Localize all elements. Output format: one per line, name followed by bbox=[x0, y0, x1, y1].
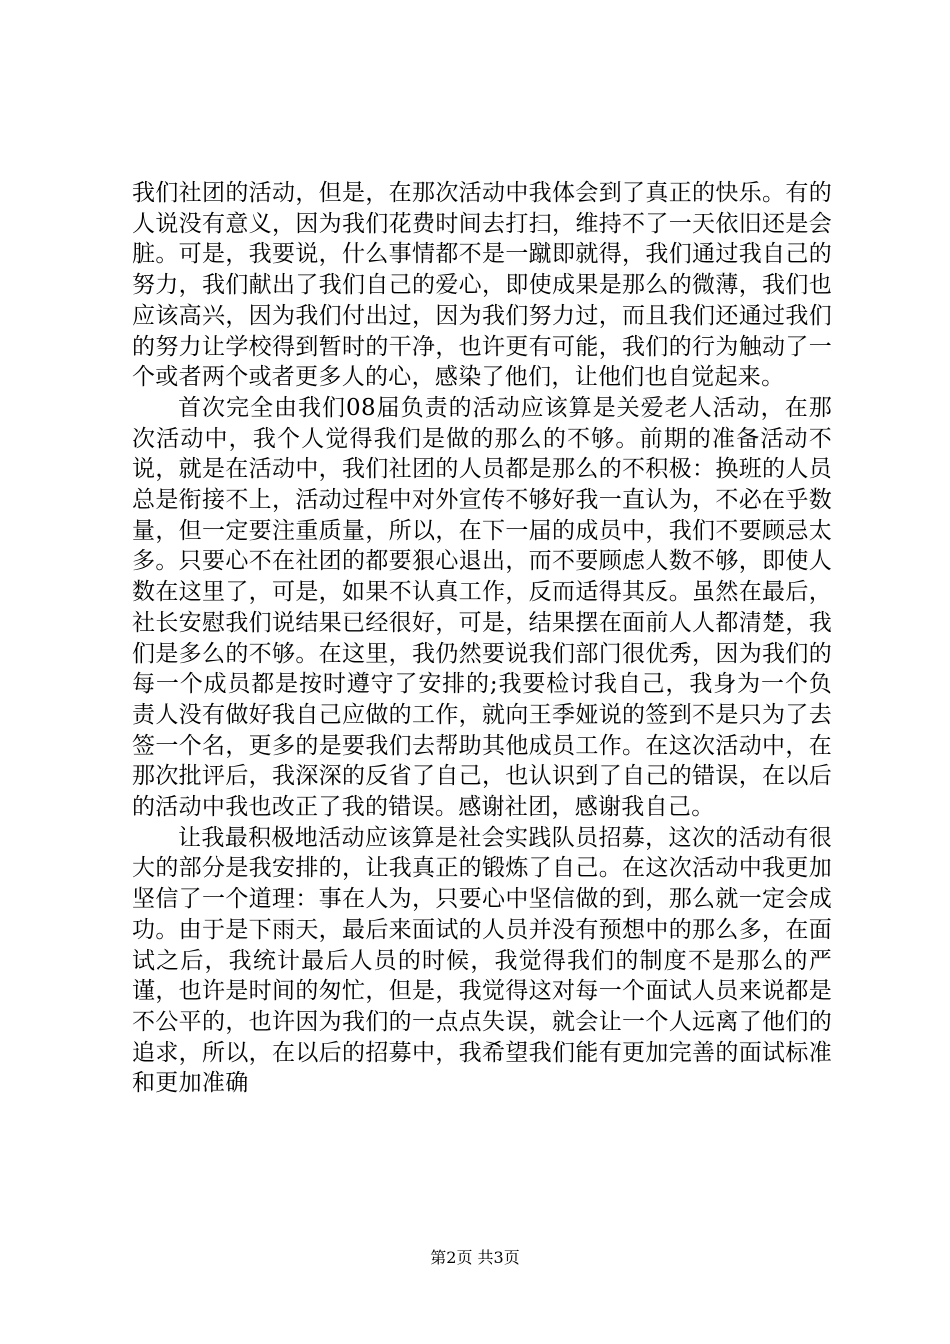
document-body bbox=[132, 178, 832, 1099]
paragraph-2: 首次完全由我们08届负责的活动应该算是关爱老人活动，在那次活动中，我个人觉得我们是做的那么的不够。前期的准备活动不说，就是在活动中，我们社团的人员都是那么的不积极：换班的人员总是衔接不上，活动过程中对外宣传不够好我一直认为，不必在乎数量，但一定要注重质量，所以，在下一届的成员中，我们不要顾忌太多。只要心不在社团的都要狠心退出，而不要顾虑人数不够，即使人数在这里了，可是，如果不认真工作，反而适得其反。虽然在最后，社长安慰我们说结果已经很好，可是，结果摆在面前人人都清楚，我们是多么的不够。在这里，我仍然要说我们部门很优秀，因为我们的每一个成员都是按时遵守了安排的;我要检讨我自己，我身为一个负责人没有做好我自己应做的工作，就向王季娅说的签到不是只为了去签一个名，更多的是要我们去帮助其他成员工作。在这次活动中，在那次批评后，我深深的反省了自己，也认识到了自己的错误，在以后的活动中我也改正了我的错误。感谢社团，感谢我自己。 bbox=[132, 394, 832, 821]
page-footer: 第2页 共3页 bbox=[430, 1248, 520, 1267]
paragraph-3: 让我最积极地活动应该算是社会实践队员招募，这次的活动有很大的部分是我安排的，让我真正的锻炼了自己。在这次活动中我更加坚信了一个道理：事在人为，只要心中坚信做的到，那么就一定会成功。由于是下雨天，最后来面试的人员并没有预想中的那么多，在面试之后，我统计最后人员的时候，我觉得我们的制度不是那么的严谨，也许是时间的匆忙，但是，我觉得这对每一个面试人员来说都是不公平的，也许因为我们的一点点失误，就会让一个人远离了他们的追求，所以，在以后的招募中，我希望我们能有更加完善的面试标准和更加准确 bbox=[132, 824, 832, 1097]
paragraph-1: 我们社团的活动，但是，在那次活动中我体会到了真正的快乐。有的人说没有意义，因为我们花费时间去打扫，维持不了一天依旧还是会脏。可是，我要说，什么事情都不是一蹴即就得，我们通过我自己的努力，我们献出了我们自己的爱心，即使成果是那么的微薄，我们也应该高兴，因为我们付出过，因为我们努力过，而且我们还通过我们的努力让学校得到暂时的干净，也许更有可能，我们的行为触动了一个或者两个或者更多人的心，感染了他们，让他们也自觉起来。 bbox=[132, 180, 832, 391]
